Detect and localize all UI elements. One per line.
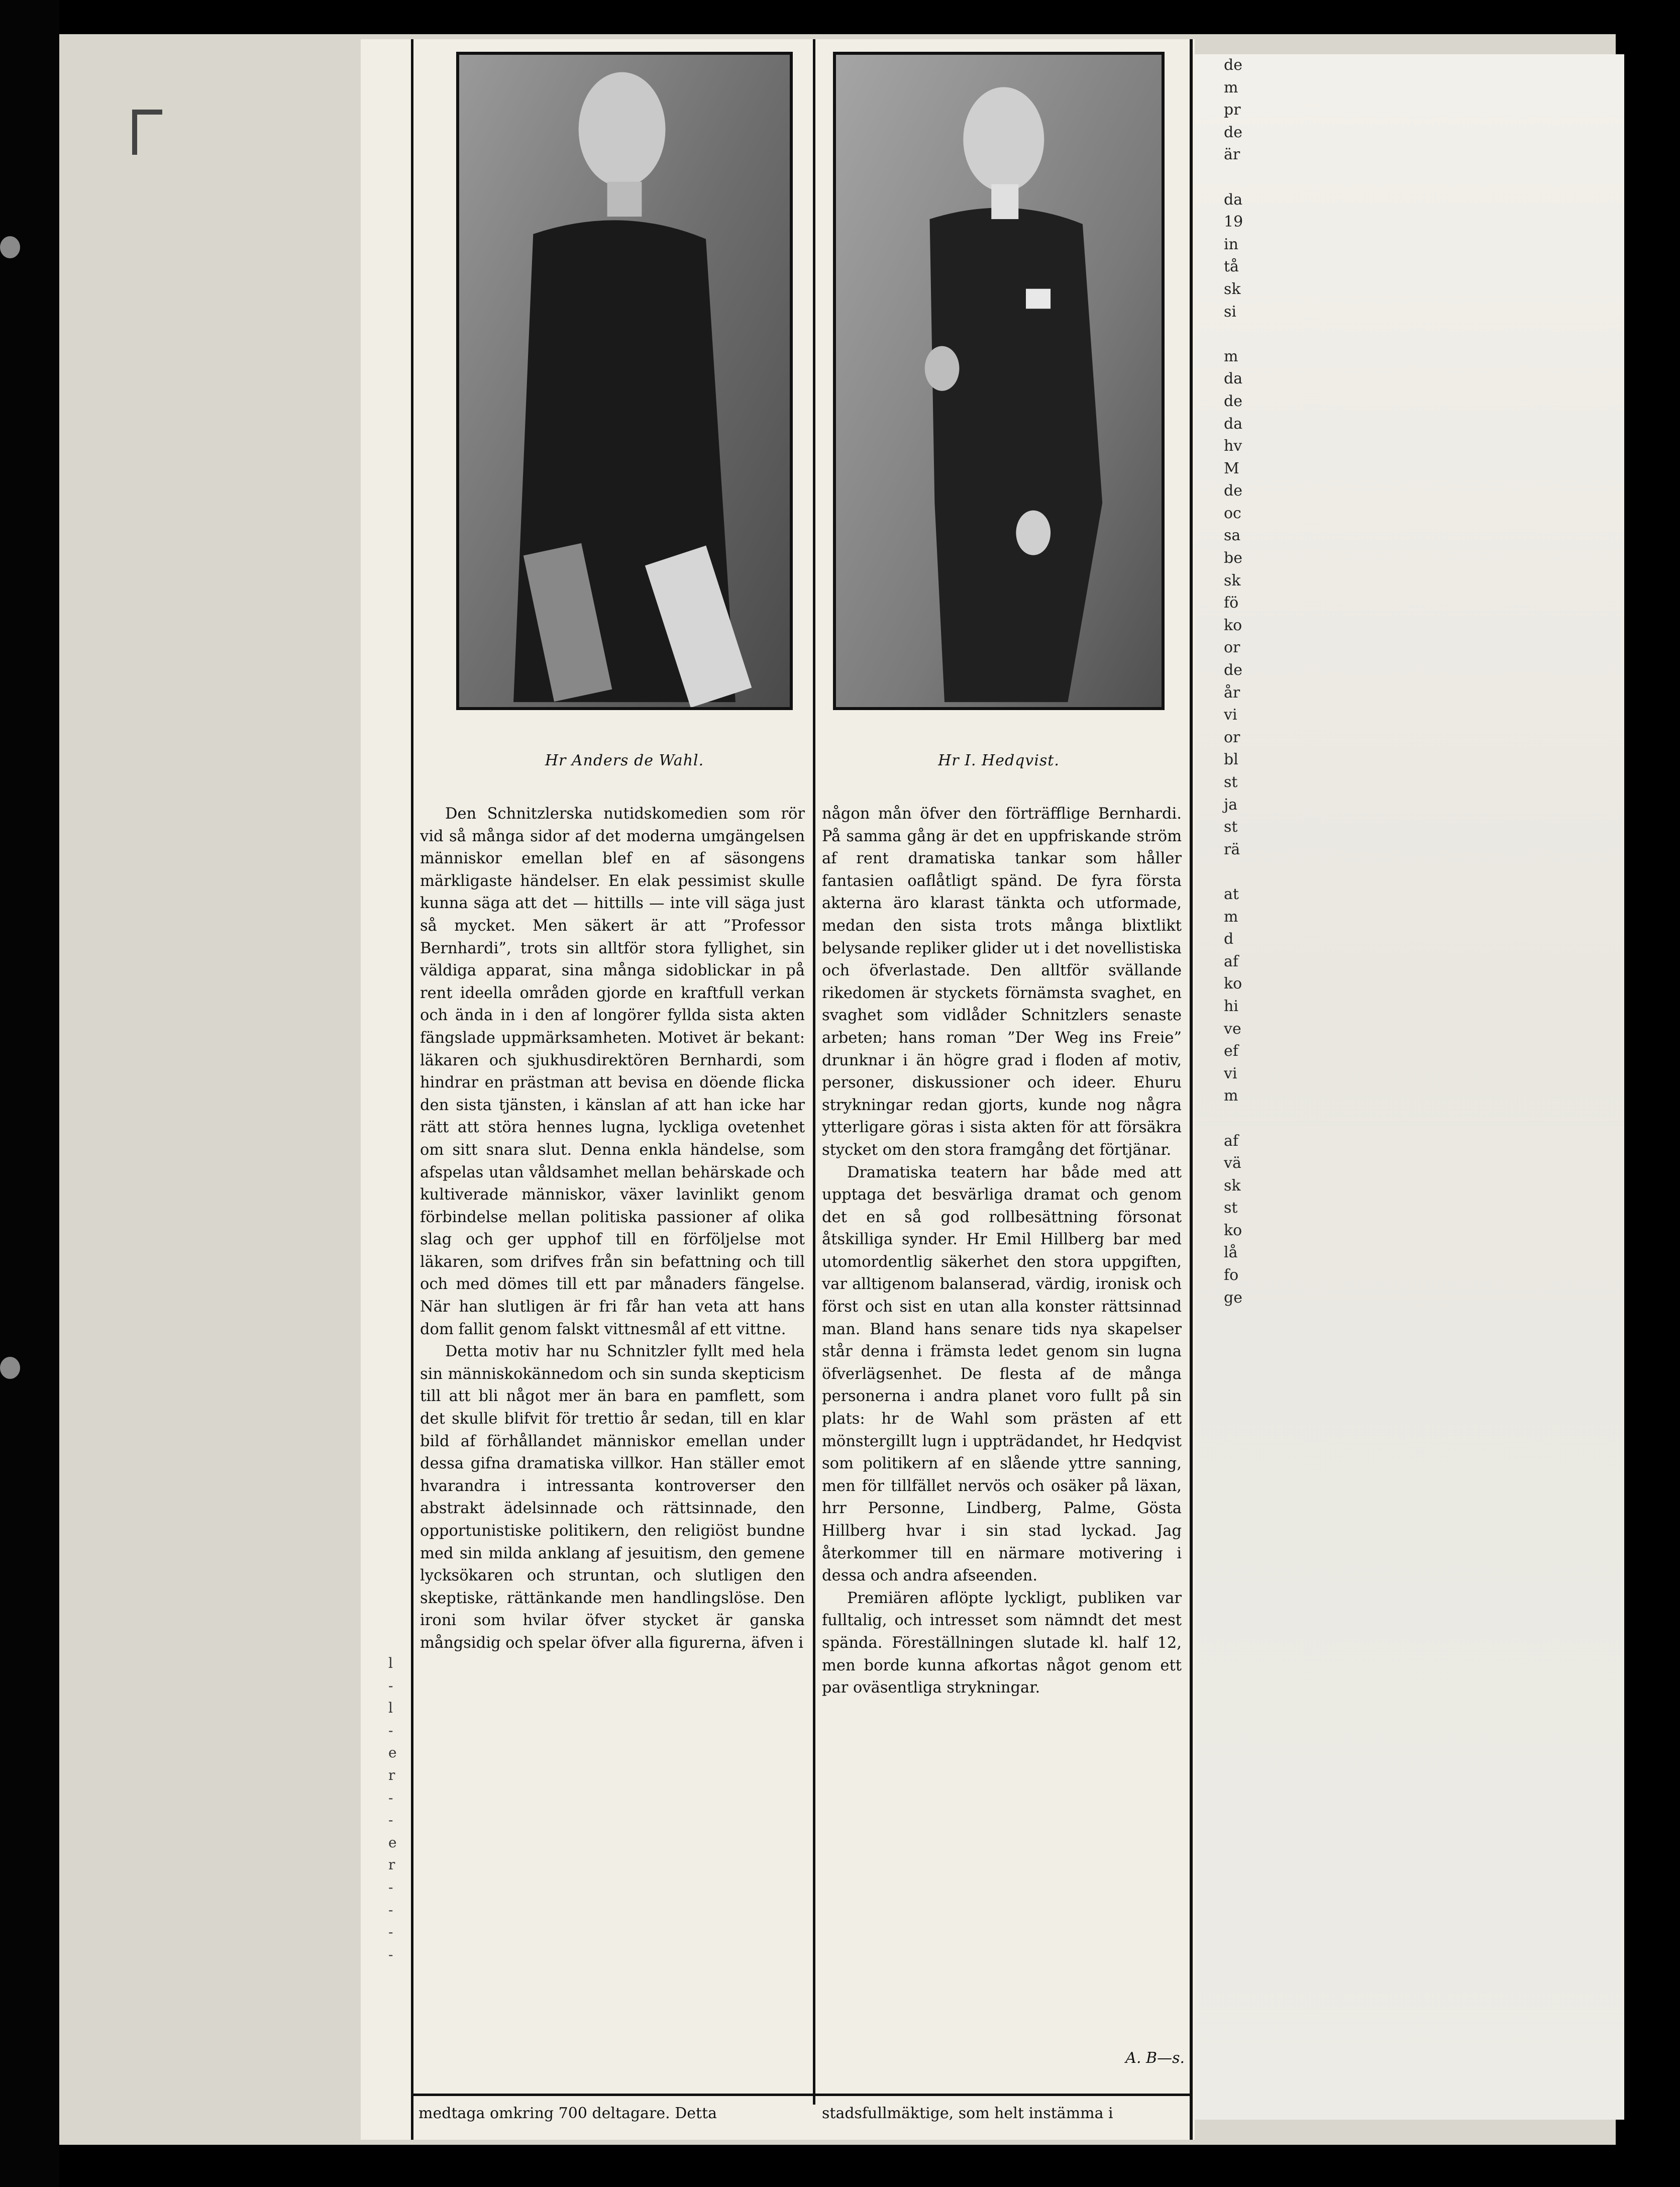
fragment-line: ef bbox=[1224, 1042, 1238, 1060]
article-paragraph: Detta motiv har nu Schnitzler fyllt med hela sin människokännedom och sin sunda skepticism till att bli något mer än bara en pamflett, som det skulle blifvit för trettio år sedan, till en klar bild af förhållandet människor emellan under dessa gifna dramatiska villkor. Han ställer emot hvarandra i intressanta kontroverser den abstrakt ädelsinnade och rättsinnade, den opportunistiske politikern, den religiöst bundne med sin milda anklang af jesuitism, den gemene lycksökaren och struntan, och slutligen den skeptiske, rättänkande men handlingslöse. Den ironi som hvilar öfver stycket är ganska mångsidig och spelar öfver alla figurerna, äfven i bbox=[420, 1343, 805, 1652]
fragment-line: da bbox=[1224, 190, 1243, 209]
photo-i-hedqvist bbox=[833, 52, 1165, 710]
fragment-line: hi bbox=[1224, 997, 1238, 1015]
fragment-line: pr bbox=[1224, 101, 1241, 119]
newspaper-clipping bbox=[361, 39, 1195, 2140]
fragment-line: oc bbox=[1224, 504, 1241, 522]
fragment-line: M bbox=[1224, 459, 1239, 477]
fragment-line bbox=[1224, 1108, 1243, 1130]
footer-rule bbox=[411, 2094, 1191, 2096]
author-signature: A. B—s. bbox=[1125, 2049, 1185, 2067]
fragment-line: st bbox=[1224, 1199, 1238, 1217]
fragment-line: - bbox=[388, 1812, 393, 1829]
article-paragraph: Premiären aflöpte lyckligt, publiken var fulltalig, och intresset som nämndt det mest spända. Föreställningen slutade kl. half 12, men borde kunna afkortas något genom ett par oväsentliga strykningar. bbox=[822, 1589, 1182, 1697]
fragment-line bbox=[1224, 861, 1243, 883]
fragment-line bbox=[1224, 166, 1243, 189]
photo-anders-de-wahl bbox=[456, 52, 793, 710]
microfilm-page bbox=[59, 34, 1616, 2145]
article-paragraph: Den Schnitzlerska nutidskomedien som rör vid så många sidor af det moderna umgängelsen människor emellan blef en af säsongens märkligaste händelser. En elak pessimist skulle kunna säga att det — hittills — inte vill säga just så mycket. Men säkert är att ”Professor Bernhardi”, trots sin alltför stora fyllighet, sin väldiga apparat, sina många sidoblickar in på rent ideella områden gjorde en kraftfull verkan och ända in i den af longörer fyllda sista akten fängslade uppmärksamheten. Motivet är bekant: läkaren och sjukhusdirektören Bernhardi, som hindrar en prästman att bevisa en döende flicka den sista tjänsten, i känslan af att han icke har rätt att störa hennes lugna, lyckliga ovetenhet om sitt snara slut. Denna enkla händelse, som afspelas utan våldsamhet mellan behärskade och kultiverade människor, växer lavinlikt genom förbindelse mellan politiska passioner af olika slag och ger upphof till en förföljelse mot läkaren, som drifves från sin befattning och till och med dömes till ett par månaders fängelse. När han slutligen är fri får han veta att hans dom fallit genom falskt vittnesmål af ett vittne. bbox=[420, 805, 805, 1338]
portrait-image bbox=[836, 55, 1162, 707]
fragment-line: ja bbox=[1224, 796, 1238, 814]
fragment-line: ko bbox=[1224, 616, 1242, 634]
fragment-line: af bbox=[1224, 1132, 1238, 1150]
fragment-line: l bbox=[388, 1655, 393, 1671]
fragment-line: - bbox=[388, 1924, 393, 1941]
fragment-line: e bbox=[388, 1744, 397, 1761]
fragment-line: - bbox=[388, 1878, 393, 1896]
fragment-line: de bbox=[1224, 482, 1242, 500]
fragment-line: or bbox=[1224, 728, 1240, 746]
fragment-line: fö bbox=[1224, 594, 1239, 612]
fragment-line: ge bbox=[1224, 1288, 1242, 1307]
photo-caption: Hr I. Hedqvist. bbox=[938, 752, 1060, 769]
column-rule bbox=[813, 39, 815, 2105]
blank-page-area bbox=[1185, 54, 1624, 2120]
fragment-line: sk bbox=[1224, 571, 1241, 589]
portrait-image bbox=[459, 55, 790, 707]
fragment-line: da bbox=[1224, 415, 1243, 433]
column-rule bbox=[1190, 39, 1193, 2140]
photo-caption: Hr Anders de Wahl. bbox=[545, 752, 704, 769]
column-rule bbox=[411, 39, 413, 2140]
footer-text-right: stadsfullmäktige, som helt instämma i bbox=[822, 2105, 1113, 2122]
article-column-right bbox=[822, 803, 1182, 1700]
fragment-line: ko bbox=[1224, 975, 1242, 993]
fragment-line bbox=[1224, 323, 1243, 346]
article-paragraph: Dramatiska teatern har både med att upptaga det besvärliga dramat och genom det en så god rollbesättning försonat åtskilliga synder. Hr Emil Hillberg bar med utomordentlig säkerhet den stora uppgiften, var alltigenom balanserad, värdig, ironisk och först och sist en utan alla konster rättsinnad man. Bland hans senare tids nya skapelser står denna i främsta ledet genom sin lugna öfverlägsenhet. De flesta af de många personerna i andra planet voro fullt på sin plats: hr de Wahl som prästen af ett mönstergillt lugn i uppträdandet, hr Hedqvist som politikern af en slående yttre sanning, men för tillfället nervös och osäker på läxan, hrr Personne, Lindberg, Palme, Gösta Hillberg hvar i sin stad lyckad. Jag återkommer till en närmare motivering i dessa och andra afseenden. bbox=[822, 1163, 1182, 1585]
fragment-line: - bbox=[388, 1901, 393, 1918]
fragment-line: si bbox=[1224, 303, 1236, 321]
fragment-line: - bbox=[388, 1722, 393, 1739]
fragment-line: r bbox=[388, 1856, 395, 1873]
fragment-line: st bbox=[1224, 818, 1238, 836]
fragment-line: m bbox=[1224, 78, 1238, 96]
fragment-line: m bbox=[1224, 347, 1238, 365]
fragment-line: st bbox=[1224, 773, 1238, 791]
fragment-line: ve bbox=[1224, 1020, 1241, 1038]
fragment-line: de bbox=[1224, 123, 1242, 141]
fragment-line: m bbox=[1224, 1087, 1238, 1105]
fragment-line: rä bbox=[1224, 840, 1240, 858]
crop-mark bbox=[132, 110, 162, 115]
fragment-line: vä bbox=[1224, 1154, 1241, 1172]
fragment-line: sk bbox=[1224, 280, 1241, 298]
fragment-line: ko bbox=[1224, 1221, 1242, 1239]
fragment-line: lå bbox=[1224, 1244, 1238, 1262]
crop-mark bbox=[132, 110, 137, 155]
fragment-line: r bbox=[388, 1766, 395, 1783]
footer-text-left: medtaga omkring 700 deltagare. Detta bbox=[418, 2105, 717, 2122]
fragment-line: d bbox=[1224, 930, 1234, 948]
sprocket-hole bbox=[0, 1357, 20, 1379]
fragment-line: - bbox=[388, 1789, 393, 1806]
sprocket-hole bbox=[0, 236, 20, 258]
fragment-line: l bbox=[388, 1700, 393, 1717]
fragment-line: e bbox=[388, 1834, 397, 1851]
neighbour-column-fragment bbox=[1224, 54, 1243, 1309]
fragment-line: 19 bbox=[1224, 213, 1243, 231]
fragment-line: bl bbox=[1224, 751, 1238, 769]
article-paragraph: någon mån öfver den förträfflige Bernhardi. På samma gång är det en uppfriskande ström af rent dramatiska tankar som håller fantasien oaflåtligt spänd. De fyra första akterna äro klarast tänkta och utformade, medan den sista trots många blixtlikt belysande repliker glider ut i det novellistiska och öfverlastade. Den alltför svällande rikedomen är styckets förnämsta svaghet, en svaghet som vidlåder Schnitzlers senaste arbeten; hans roman ”Der Weg ins Freie” drunknar i än högre grad i floden af motiv, personer, diskussioner och ideer. Ehuru strykningar redan gjorts, kunde nog några ytterligare göras i sista akten för att försäkra stycket om den stora framgång det förtjänar. bbox=[822, 805, 1182, 1159]
fragment-line: vi bbox=[1224, 1064, 1237, 1082]
fragment-line: de bbox=[1224, 392, 1242, 410]
fragment-line: vi bbox=[1224, 706, 1237, 724]
fragment-line: är bbox=[1224, 146, 1240, 164]
fragment-line: sk bbox=[1224, 1176, 1241, 1195]
fragment-line: at bbox=[1224, 885, 1239, 903]
fragment-line: fo bbox=[1224, 1266, 1239, 1284]
fragment-line: or bbox=[1224, 639, 1240, 657]
fragment-line: år bbox=[1224, 683, 1240, 702]
fragment-line: m bbox=[1224, 908, 1238, 926]
film-edge bbox=[0, 0, 59, 2187]
fragment-line: in bbox=[1224, 235, 1238, 253]
fragment-line: hv bbox=[1224, 437, 1242, 455]
fragment-line: - bbox=[388, 1677, 393, 1694]
fragment-line: af bbox=[1224, 952, 1238, 970]
fragment-line: de bbox=[1224, 56, 1242, 74]
fragment-line: be bbox=[1224, 549, 1242, 567]
fragment-line: da bbox=[1224, 370, 1243, 388]
fragment-line: tå bbox=[1224, 258, 1239, 276]
fragment-line: de bbox=[1224, 661, 1242, 679]
fragment-line: sa bbox=[1224, 527, 1241, 545]
fragment-line: - bbox=[388, 1946, 393, 1963]
neighbour-column-fragment bbox=[388, 1652, 397, 1966]
article-column-left bbox=[420, 803, 805, 1655]
